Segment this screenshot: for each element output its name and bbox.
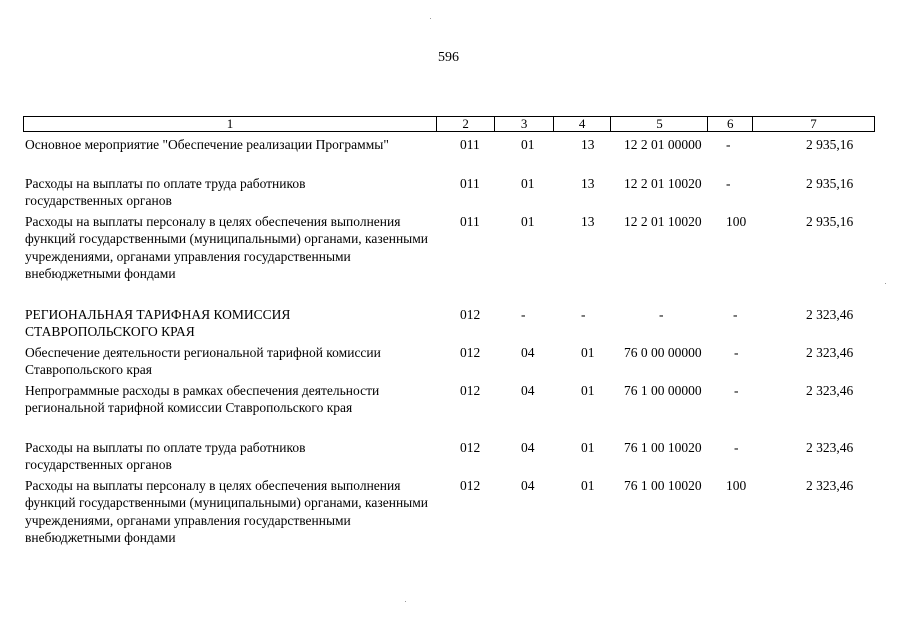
- row-name: Расходы на выплаты персоналу в целях обеспечения выполнения функций государственными (муниципальными) органами, казенными учреждениями, органами управления государственными внебюджетными фондами: [25, 213, 429, 281]
- row-col-2: 012: [460, 306, 481, 322]
- row-col-5: 76 0 00 00000: [624, 344, 702, 360]
- row-col-7: 2 323,46: [806, 477, 854, 493]
- row-col-5: 12 2 01 00000: [624, 137, 702, 152]
- page-number: 596: [438, 50, 459, 65]
- table-row: [0, 175, 905, 210]
- table-row: [0, 477, 905, 547]
- header-col-4: 4: [553, 117, 610, 132]
- row-col-5: 76 1 00 00000: [624, 382, 702, 398]
- row-col-6: -: [734, 439, 739, 455]
- row-col-4: 01: [581, 344, 595, 360]
- row-col-4: 13: [581, 137, 595, 152]
- row-name: Расходы на выплаты по оплате труда работников государственных органов: [25, 175, 306, 208]
- row-col-5: 76 1 00 10020: [624, 477, 702, 493]
- row-col-7: 2 323,46: [806, 439, 854, 455]
- row-col-3: 04: [521, 344, 535, 360]
- row-col-3: 04: [521, 382, 535, 398]
- header-col-5: 5: [611, 117, 708, 132]
- row-name: Основное мероприятие "Обеспечение реализации Программы": [25, 137, 389, 152]
- row-col-7: 2 323,46: [806, 382, 854, 398]
- table-row: [0, 213, 905, 283]
- table-row: [0, 136, 905, 154]
- row-name: РЕГИОНАЛЬНАЯ ТАРИФНАЯ КОМИССИЯ СТАВРОПОЛЬСКОГО КРАЯ: [25, 306, 291, 339]
- scan-speck: [430, 18, 431, 19]
- row-col-6: -: [733, 306, 738, 322]
- row-col-5: 12 2 01 10020: [624, 213, 702, 229]
- row-name: Непрограммные расходы в рамках обеспечения деятельности региональной тарифной комиссии Ставропольского края: [25, 382, 380, 415]
- row-col-3: 01: [521, 137, 535, 152]
- row-col-5: 76 1 00 10020: [624, 439, 702, 455]
- row-col-7: 2 323,46: [806, 344, 854, 360]
- row-col-6: -: [726, 137, 731, 152]
- row-col-7: 2 935,16: [806, 137, 854, 152]
- row-col-4: 01: [581, 439, 595, 455]
- table-row: [0, 382, 905, 417]
- row-col-6: -: [734, 382, 739, 398]
- row-col-3: 04: [521, 477, 535, 493]
- row-col-2: 011: [460, 137, 480, 152]
- scan-speck: [885, 283, 886, 284]
- row-col-6: -: [734, 344, 739, 360]
- header-col-7: 7: [753, 117, 875, 132]
- row-col-3: 01: [521, 213, 535, 229]
- row-col-2: 012: [460, 477, 481, 493]
- row-col-4: 13: [581, 175, 595, 191]
- row-col-5: -: [659, 306, 664, 322]
- row-col-3: -: [521, 306, 526, 322]
- row-col-6: -: [726, 175, 731, 191]
- row-col-2: 012: [460, 439, 481, 455]
- table-body: [0, 136, 905, 547]
- row-col-4: 13: [581, 213, 595, 229]
- row-col-5: 12 2 01 10020: [624, 175, 702, 191]
- row-col-7: 2 323,46: [806, 306, 854, 322]
- row-name: Расходы на выплаты персоналу в целях обеспечения выполнения функций государственными (муниципальными) органами, казенными учреждениями, органами управления государственными внебюджетными фондами: [25, 477, 429, 545]
- row-col-3: 04: [521, 439, 535, 455]
- row-col-3: 01: [521, 175, 535, 191]
- row-col-4: -: [581, 306, 586, 322]
- row-col-2: 012: [460, 382, 481, 398]
- row-col-7: 2 935,16: [806, 175, 854, 191]
- header-col-2: 2: [436, 117, 494, 132]
- row-col-2: 011: [460, 175, 480, 191]
- header-col-1: 1: [24, 117, 437, 132]
- table-row: [0, 344, 905, 379]
- scan-speck: [405, 601, 406, 602]
- column-header-row: [23, 116, 875, 132]
- table-row: [0, 439, 905, 474]
- header-col-6: 6: [708, 117, 753, 132]
- header-col-3: 3: [495, 117, 553, 132]
- row-col-2: 012: [460, 344, 481, 360]
- row-col-6: 100: [726, 213, 747, 229]
- row-name: Расходы на выплаты по оплате труда работников государственных органов: [25, 439, 306, 472]
- table-row: [0, 306, 905, 341]
- row-col-7: 2 935,16: [806, 213, 854, 229]
- row-col-2: 011: [460, 213, 480, 229]
- row-name: Обеспечение деятельности региональной тарифной комиссии Ставропольского края: [25, 344, 381, 377]
- row-col-4: 01: [581, 477, 595, 493]
- row-col-4: 01: [581, 382, 595, 398]
- row-col-6: 100: [726, 477, 747, 493]
